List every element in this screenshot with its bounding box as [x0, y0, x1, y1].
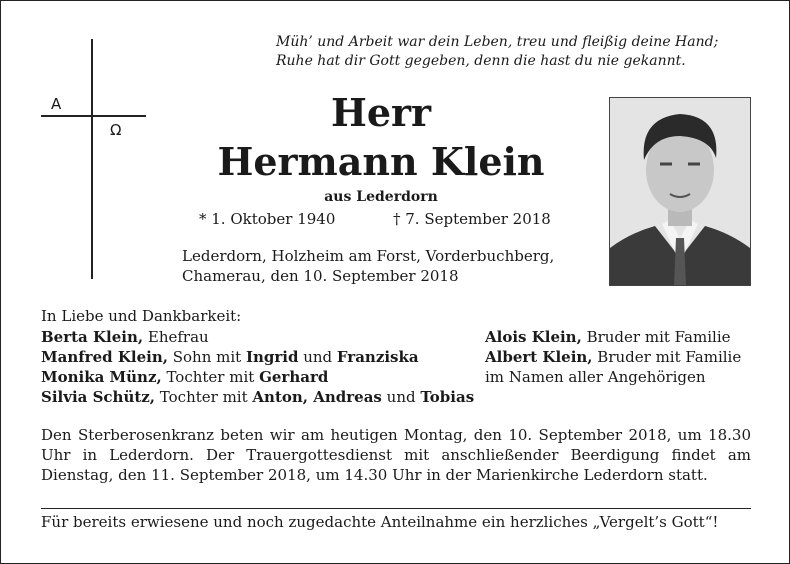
death-date: † 7. September 2018: [393, 210, 551, 228]
mourner-name: Alois Klein,: [485, 328, 582, 346]
mourner-relation: Tochter mit: [155, 388, 253, 406]
places-line-2: Chamerau, den 10. September 2018: [182, 267, 459, 285]
mourner-relation: und: [298, 348, 337, 366]
mourner-name: Albert Klein,: [485, 348, 593, 366]
mourner-relation: Bruder mit Familie: [592, 348, 742, 366]
verse-line-2: Ruhe hat dir Gott gegeben, denn die hast du nie gekannt.: [276, 53, 686, 69]
mourner-relation: im Namen aller Angehörigen: [485, 368, 706, 386]
mourner-relation: Bruder mit Familie: [581, 328, 731, 346]
service-announcement: Den Sterberosenkranz beten wir am heutigen Montag, den 10. September 2018, um 18.30 Uhr in Lederdorn. Der Trauergottesdienst mit anschließender Beerdigung findet am Dienstag, den 11. September 2018, um 14.30 Uhr in der Marienkirche Lederdorn statt.: [41, 426, 751, 484]
salutation: Herr: [330, 90, 432, 135]
mourner-entry: [485, 347, 741, 367]
omega-symbol: Ω: [110, 121, 122, 139]
mourner-entry: [41, 387, 474, 407]
origin: aus Lederdorn: [324, 189, 438, 205]
mourner-relation: Tochter mit: [161, 368, 260, 386]
mourner-name: Franziska: [336, 348, 419, 366]
verse: [276, 33, 718, 71]
alpha-symbol: A: [51, 95, 62, 113]
divider: [41, 508, 751, 509]
mourner-relation: Ehefrau: [143, 328, 209, 346]
cross-icon-vertical-bar: [91, 39, 93, 279]
mourner-entry: [485, 367, 741, 387]
mourner-name: Ingrid: [245, 348, 299, 366]
mourner-name: Manfred Klein,: [41, 348, 168, 366]
portrait-image: [610, 98, 750, 285]
mourner-name: Berta Klein,: [41, 328, 144, 346]
birth-date: * 1. Oktober 1940: [199, 210, 336, 228]
thanks-text: Für bereits erwiesene und noch zugedachte Anteilnahme ein herzliches „Vergelt’s Gott“!: [41, 513, 719, 531]
mourner-name: Monika Münz,: [41, 368, 162, 386]
places-line-1: Lederdorn, Holzheim am Forst, Vorderbuchberg,: [182, 247, 555, 265]
portrait-photo: [609, 97, 751, 286]
intro-text: In Liebe und Dankbarkeit:: [41, 307, 242, 325]
mourner-entry: [41, 347, 474, 367]
mourner-name: Tobias: [420, 388, 475, 406]
mourner-relation: Sohn mit: [167, 348, 246, 366]
mourner-name: Gerhard: [259, 368, 329, 386]
verse-line-1: Müh’ und Arbeit war dein Leben, treu und fleißig deine Hand;: [276, 34, 719, 50]
mourner-relation: und: [381, 388, 421, 406]
places-and-date: [182, 246, 554, 286]
mourner-entry: [41, 367, 474, 387]
mourner-name: Silvia Schütz,: [41, 388, 156, 406]
deceased-name: Hermann Klein: [217, 139, 545, 184]
cross-icon-horizontal-bar: [41, 115, 146, 117]
mourners-list-left: [41, 327, 474, 407]
mourner-entry: [485, 327, 741, 347]
mourner-name: Anton, Andreas: [252, 388, 382, 406]
mourner-entry: [41, 327, 474, 347]
mourners-list-right: [485, 327, 741, 387]
